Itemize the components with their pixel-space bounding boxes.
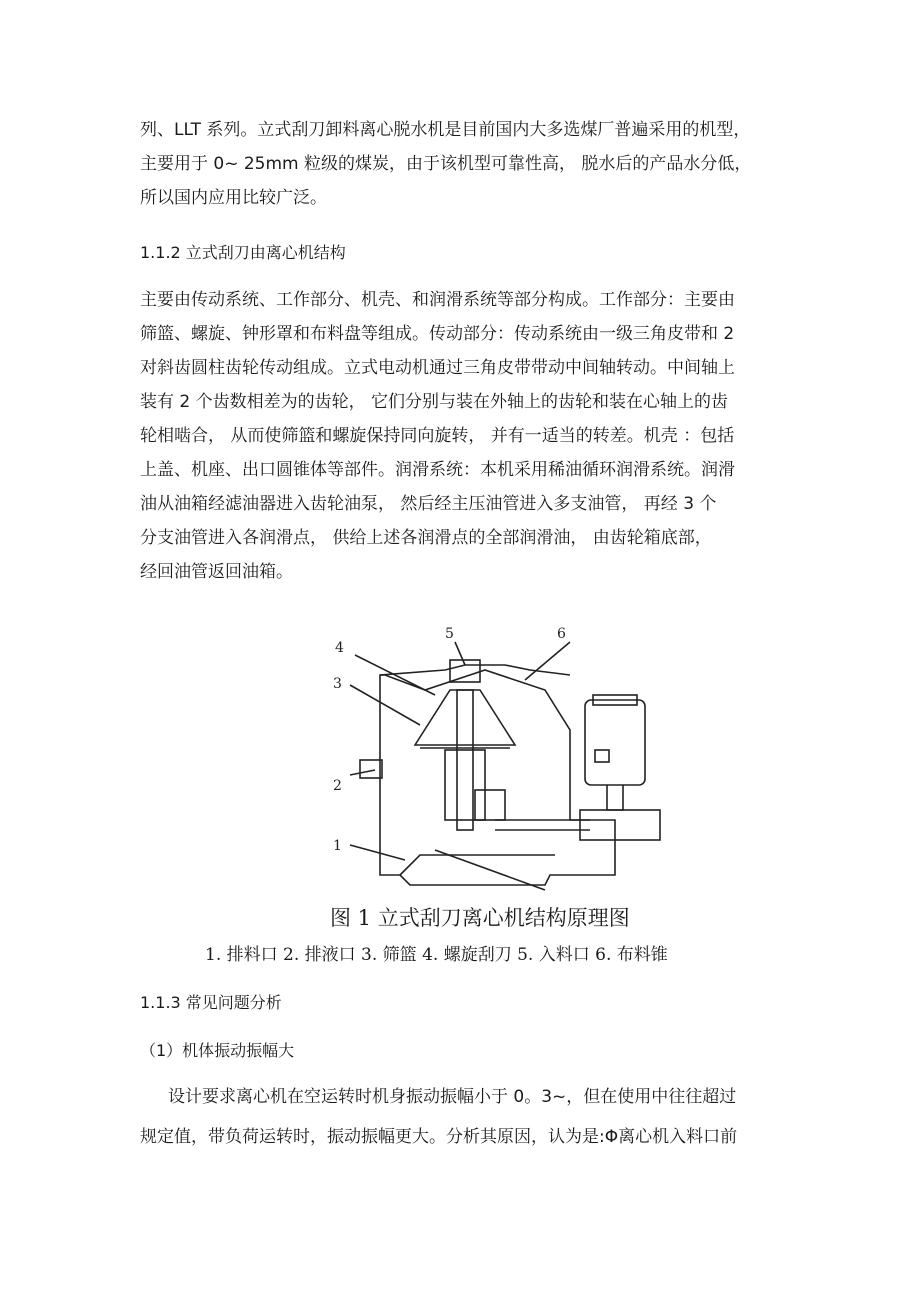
paragraph-vibration bbox=[140, 1080, 800, 1154]
text-line: 经回油管返回油箱。 bbox=[140, 562, 293, 582]
figure-caption: 图 1 立式刮刀离心机结构原理图 bbox=[330, 906, 630, 930]
subsection-heading-vibration: （1）机体振动振幅大 bbox=[140, 1041, 295, 1060]
text-line: 规定值，带负荷运转时，振动振幅更大。分析其原因，认为是:Φ离心机入料口前 bbox=[140, 1127, 738, 1147]
text-line: 筛篮、螺旋、钟形罩和布料盘等组成。传动部分：传动系统由一级三角皮带和 2 bbox=[140, 324, 735, 344]
callout-label-1: 1 bbox=[333, 838, 342, 854]
callout-label-3: 3 bbox=[333, 676, 342, 692]
text-line: 主要由传动系统、工作部分、机壳、和润滑系统等部分构成。工作部分：主要由 bbox=[140, 290, 735, 310]
text-line: 对斜齿圆柱齿轮传动组成。立式电动机通过三角皮带带动中间轴转动。中间轴上 bbox=[140, 358, 735, 378]
section-heading-structure: 1.1.2 立式刮刀由离心机结构 bbox=[140, 243, 346, 262]
section-heading-problems: 1.1.3 常见问题分析 bbox=[140, 993, 282, 1012]
text-line: 主要用于 0~ 25mm 粒级的煤炭，由于该机型可靠性高， 脱水后的产品水分低， bbox=[140, 154, 752, 174]
central-shaft bbox=[457, 690, 473, 830]
centrifuge-diagram bbox=[325, 620, 795, 900]
figure-legend: 1. 排料口 2. 排液口 3. 筛篮 4. 螺旋刮刀 5. 入料口 6. 布料锥 bbox=[205, 945, 668, 965]
paragraph-intro bbox=[140, 113, 800, 215]
text-line: 装有 2 个齿数相差为的齿轮， 它们分别与装在外轴上的齿轮和装在心轴上的齿 bbox=[140, 392, 729, 412]
text-line: 设计要求离心机在空运转时机身振动振幅小于 0。3~，但在使用中往往超过 bbox=[168, 1087, 737, 1107]
text-line: 上盖、机座、出口圆锥体等部件。润滑系统：本机采用稀油循环润滑系统。润滑 bbox=[140, 460, 735, 480]
text-line: 分支油管进入各润滑点， 供给上述各润滑点的全部润滑油， 由齿轮箱底部， bbox=[140, 528, 712, 548]
text-line: 列、LLT 系列。立式刮刀卸料离心脱水机是目前国内大多选煤厂普遍采用的机型， bbox=[140, 120, 751, 140]
callout-label-2: 2 bbox=[333, 778, 342, 794]
callout-label-6: 6 bbox=[557, 626, 566, 642]
callout-label-4: 4 bbox=[335, 640, 344, 656]
text-line: 油从油箱经滤油器进入齿轮油泵， 然后经主压油管进入多支油管， 再经 3 个 bbox=[140, 494, 717, 514]
liquid-outlet bbox=[360, 760, 382, 778]
callout-label-5: 5 bbox=[445, 626, 454, 642]
screen-basket bbox=[415, 690, 515, 745]
housing-outline bbox=[380, 670, 615, 885]
text-line: 所以国内应用比较广泛。 bbox=[140, 188, 327, 208]
text-line: 轮相啮合， 从而使筛篮和螺旋保持同向旋转， 并有一适当的转差。机壳 ：包括 bbox=[140, 426, 735, 446]
paragraph-structure bbox=[140, 283, 800, 589]
belt bbox=[495, 820, 590, 830]
motor bbox=[585, 700, 645, 785]
